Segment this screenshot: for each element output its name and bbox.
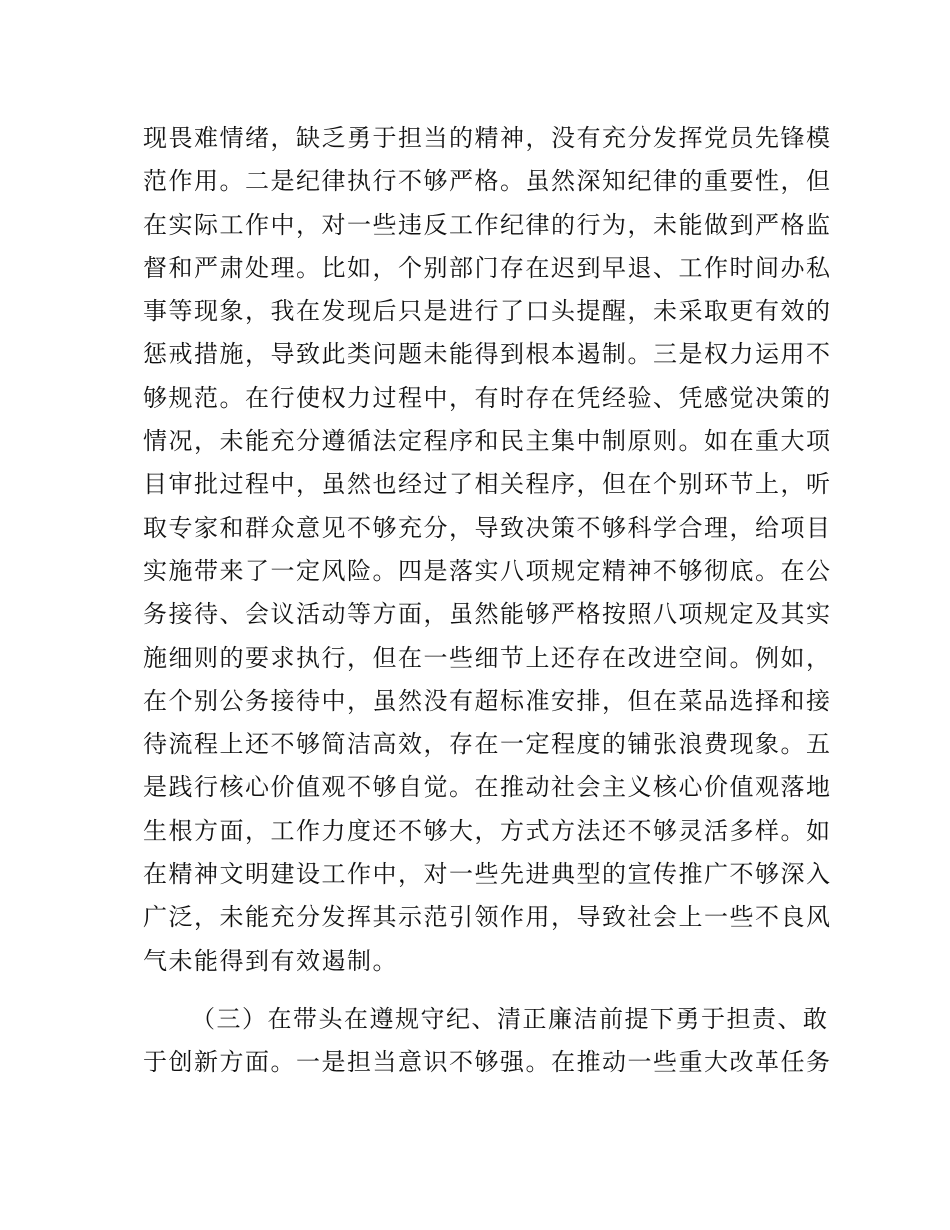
paragraph-1-line-4: 督和严肃处理。比如，个别部门存在迟到早退、工作时间办私 (143, 253, 832, 282)
paragraph-1-line-11: 实施带来了一定风险。四是落实八项规定精神不够彻底。在公 (143, 556, 832, 585)
paragraph-1-line-18: 在精神文明建设工作中，对一些先进典型的宣传推广不够深入 (143, 860, 832, 889)
paragraph-1-line-8: 情况，未能充分遵循法定程序和民主集中制原则。如在重大项 (143, 427, 832, 456)
paragraph-1-line-9: 目审批过程中，虽然也经过了相关程序，但在个别环节上，听 (143, 470, 832, 499)
paragraph-1-line-3: 在实际工作中，对一些违反工作纪律的行为，未能做到严格监 (143, 210, 832, 239)
paragraph-1-line-17: 生根方面，工作力度还不够大，方式方法还不够灵活多样。如 (143, 816, 832, 845)
paragraph-1-line-14: 在个别公务接待中，虽然没有超标准安排，但在菜品选择和接 (143, 686, 832, 715)
paragraph-1-line-10: 取专家和群众意见不够充分，导致决策不够科学合理，给项目 (143, 513, 832, 542)
paragraph-1-line-20: 气未能得到有效遏制。 (143, 946, 398, 975)
paragraph-1-line-16: 是践行核心价值观不够自觉。在推动社会主义核心价值观落地 (143, 773, 832, 802)
paragraph-1-line-2: 范作用。二是纪律执行不够严格。虽然深知纪律的重要性，但 (143, 167, 832, 196)
paragraph-1-line-7: 够规范。在行使权力过程中，有时存在凭经验、凭感觉决策的 (143, 383, 832, 412)
paragraph-1-line-6: 惩戒措施，导致此类问题未能得到根本遏制。三是权力运用不 (143, 340, 832, 369)
paragraph-1-line-13: 施细则的要求执行，但在一些细节上还存在改进空间。例如， (143, 643, 832, 672)
paragraph-2-line-1: （三）在带头在遵规守纪、清正廉洁前提下勇于担责、敢 (191, 1004, 829, 1033)
paragraph-gap (143, 983, 815, 998)
paragraph-1-line-19: 广泛，未能充分发挥其示范引领作用，导致社会上一些不良风 (143, 903, 832, 932)
paragraph-1-line-1: 现畏难情绪，缺乏勇于担当的精神，没有充分发挥党员先锋模 (143, 124, 832, 152)
paragraph-1-line-12: 务接待、会议活动等方面，虽然能够严格按照八项规定及其实 (143, 600, 832, 629)
paragraph-1-line-15: 待流程上还不够简洁高效，存在一定程度的铺张浪费现象。五 (143, 730, 832, 759)
paragraph-1-line-5: 事等现象，我在发现后只是进行了口头提醒，未采取更有效的 (143, 297, 832, 326)
paragraph-2-line-2: 于创新方面。一是担当意识不够强。在推动一些重大改革任务 (143, 1048, 832, 1077)
document-body (143, 117, 832, 1085)
